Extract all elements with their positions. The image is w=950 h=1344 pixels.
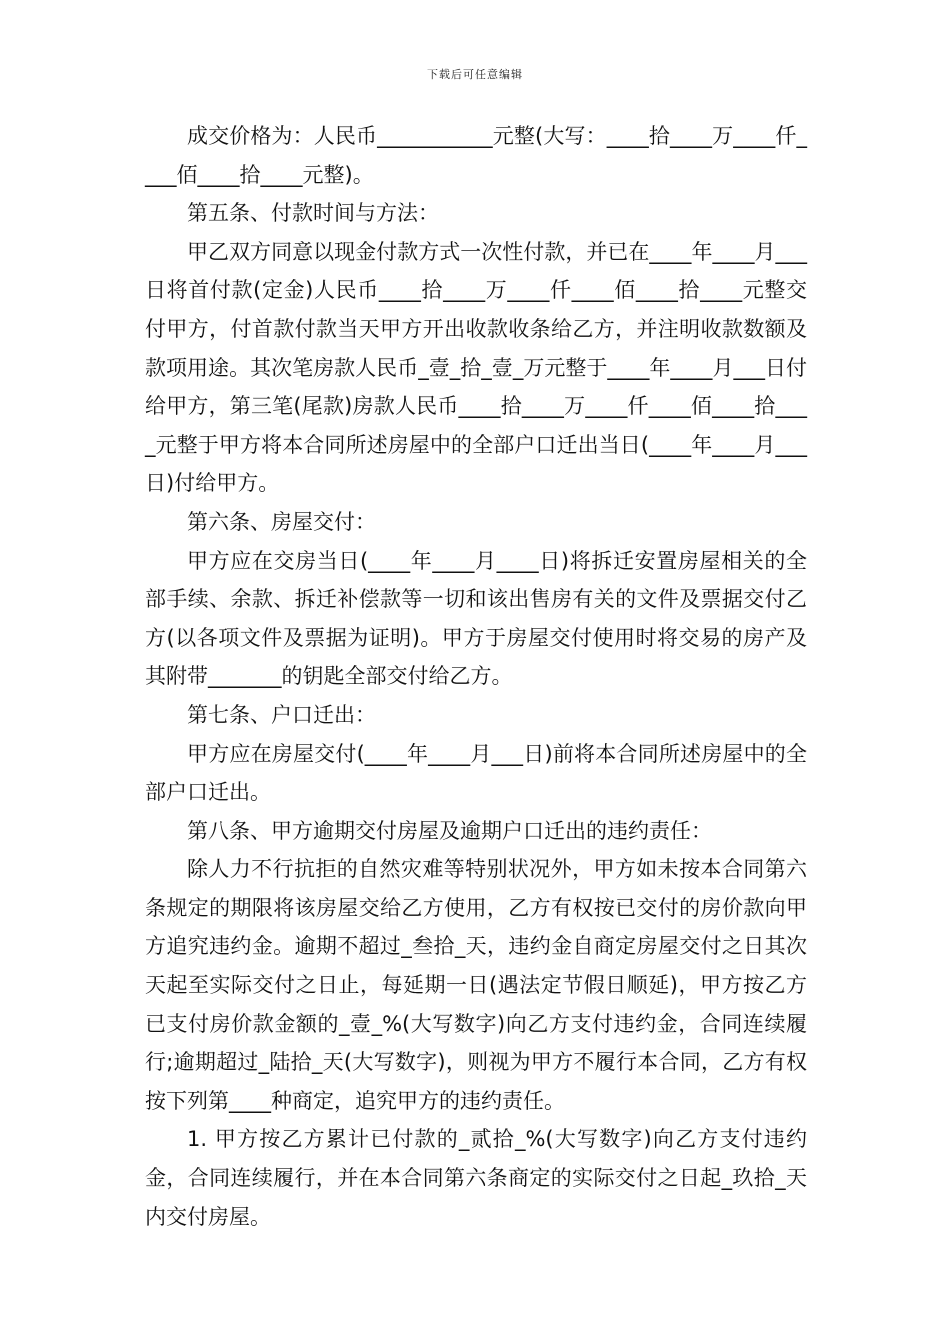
article-6-heading: 第六条、房屋交付： (187, 509, 376, 534)
article-7-body: 甲方应在房屋交付(____年____月___日)前将本合同所述房屋中的全部户口迁出。 (145, 741, 807, 805)
article-7-heading: 第七条、户口迁出： (187, 702, 376, 727)
article-5-heading: 第五条、付款时间与方法： (187, 201, 439, 226)
page-header: 下载后可任意编辑 (427, 68, 523, 81)
document-body (145, 117, 807, 1236)
article-5-body: 甲乙双方同意以现金付款方式一次性付款，并已在____年____月___日将首付款(定金)人民币____拾____万____仟____佰____拾____元整交付甲方，付首款付款当天甲方开出收款收条给乙方，并注明收款数额及款项用途。其次笔房款人民币_壹_拾_壹_万元整于____年____月___日付给甲方，第三笔(尾款)房款人民币____拾____万____仟____佰____拾____元整于甲方将本合同所述房屋中的全部户口迁出当日(____年____月___日)付给甲方。 (145, 239, 807, 496)
article-8-item-1: 1. 甲方按乙方累计已付款的_贰拾_%(大写数字)向乙方支付违约金，合同连续履行，并在本合同第六条商定的实际交付之日起_玖拾_天内交付房屋。 (145, 1127, 807, 1229)
article-8-body: 除人力不行抗拒的自然灾难等特别状况外，甲方如未按本合同第六条规定的期限将该房屋交给乙方使用，乙方有权按已交付的房价款向甲方追究违约金。逾期不超过_叁拾_天，违约金自商定房屋交付之日其次天起至实际交付之日止，每延期一日(遇法定节假日顺延)，甲方按乙方已支付房价款金额的_壹_%(大写数字)向乙方支付违约金，合同连续履行;逾期超过_陆拾_天(大写数字)，则视为甲方不履行本合同，乙方有权按下列第____种商定，追究甲方的违约责任。 (145, 857, 807, 1113)
price-paragraph: 成交价格为：人民币___________元整(大写：____拾____万____仟____佰____拾____元整)。 (145, 124, 807, 187)
article-8-heading: 第八条、甲方逾期交付房屋及逾期户口迁出的违约责任： (187, 818, 712, 843)
article-6-body: 甲方应在交房当日(____年____月____日)将拆迁安置房屋相关的全部手续、余款、拆迁补偿款等一切和该出售房有关的文件及票据交付乙方(以各项文件及票据为证明)。甲方于房屋交付使用时将交易的房产及其附带_______的钥匙全部交付给乙方。 (145, 548, 807, 689)
